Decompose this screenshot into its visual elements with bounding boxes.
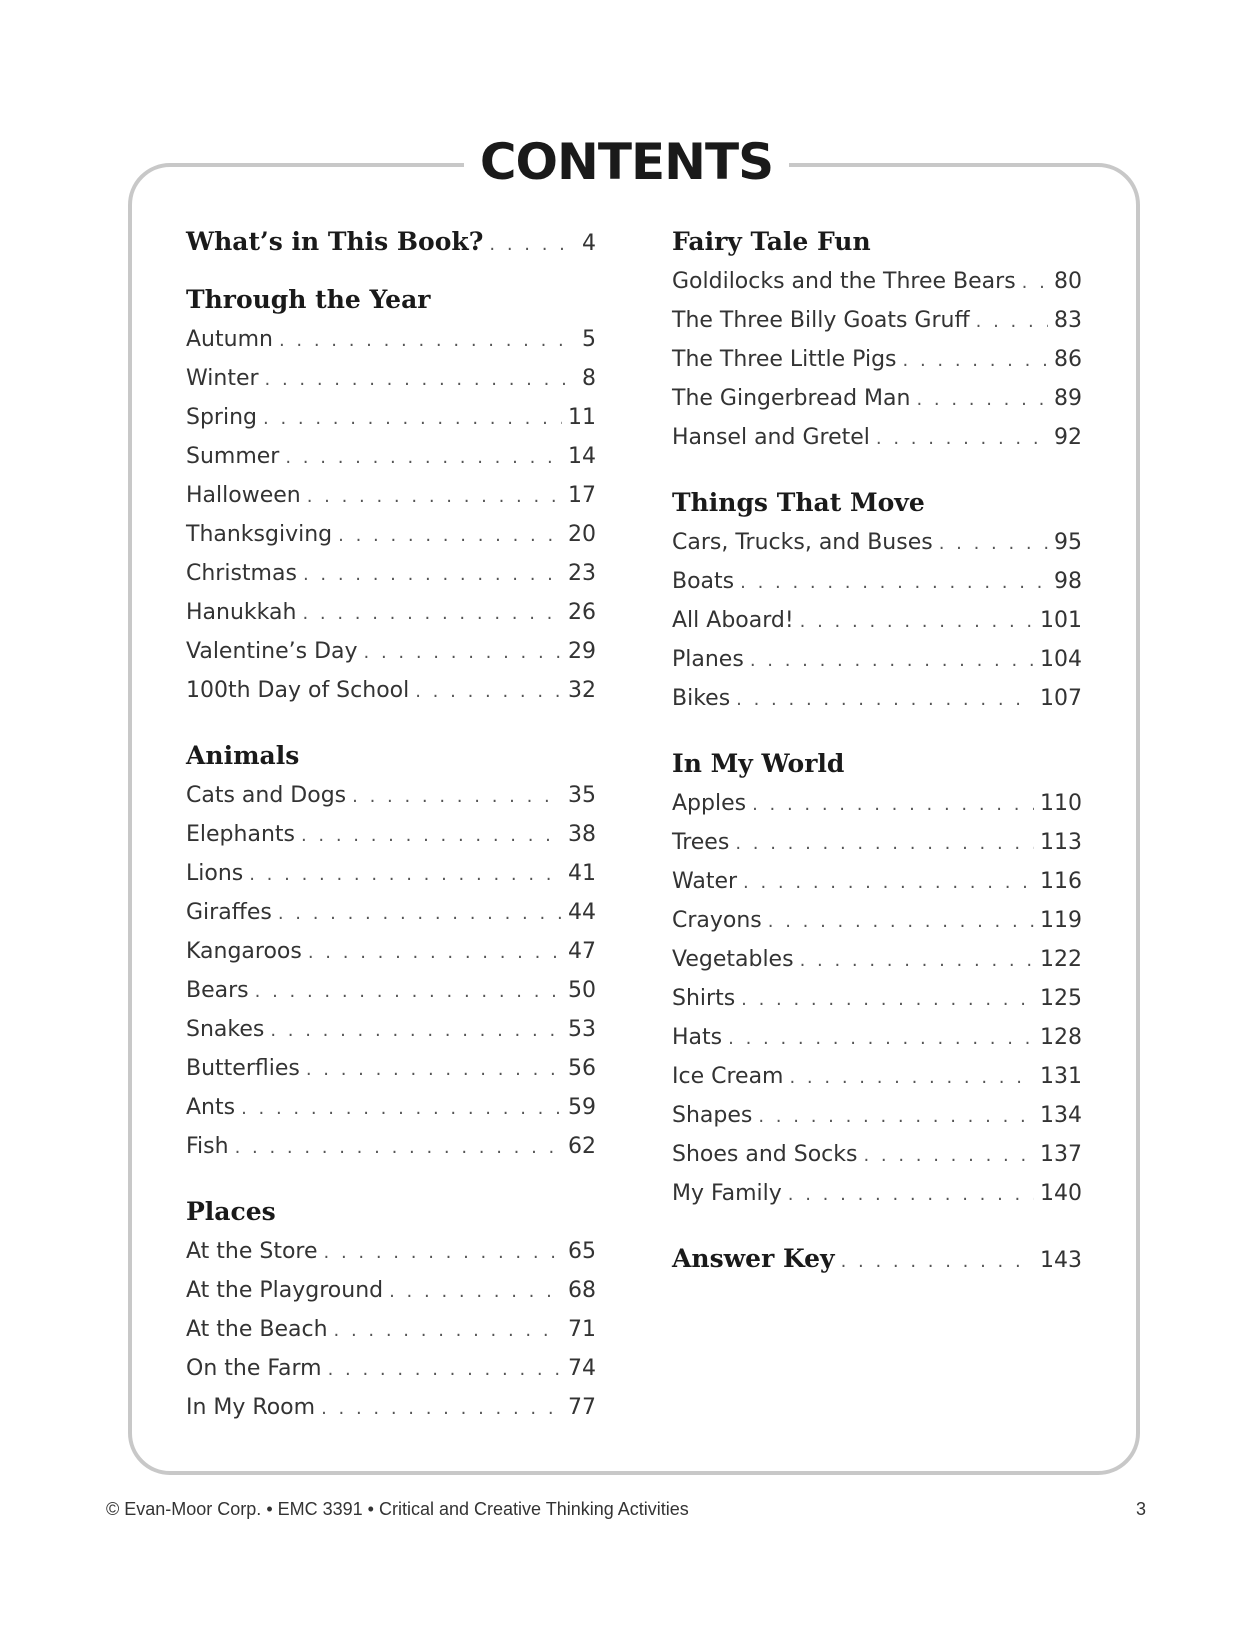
toc-entry-page: 11 [568,405,596,430]
toc-entry[interactable] [672,1135,1082,1174]
toc-entry-page: 26 [568,600,596,625]
leader-dots [303,555,562,594]
toc-entry[interactable] [672,901,1082,940]
page-title [0,132,1253,192]
leader-dots [788,1175,1034,1214]
toc-entry-page: 23 [568,561,596,586]
leader-dots [800,941,1034,980]
toc-entry-page: 140 [1040,1181,1082,1206]
toc-entry-label: Halloween [186,483,301,508]
toc-entry-page: 8 [582,366,596,391]
toc-entry-label: Apples [672,791,747,816]
toc-entry-page: 137 [1040,1142,1082,1167]
leader-dots [302,594,562,633]
toc-entry-label: In My Room [186,1395,316,1420]
toc-entry[interactable] [186,1349,596,1388]
section-heading: Animals [186,741,300,770]
leader-dots [263,399,562,438]
section-through-the-year [186,280,596,710]
toc-entry[interactable] [672,979,1082,1018]
toc-entry[interactable] [672,679,1082,718]
toc-entry-label: Trees [672,830,730,855]
toc-entry-page: 119 [1040,908,1082,933]
toc-entry[interactable] [186,1127,596,1166]
toc-entry[interactable] [186,932,596,971]
footer-credit: © Evan-Moor Corp. • EMC 3391 • Critical and Creative Thinking Activities [106,1499,689,1519]
toc-entry[interactable] [186,1232,596,1271]
toc-entry[interactable] [186,1010,596,1049]
leader-dots [324,1233,562,1272]
toc-entry-label: The Three Little Pigs [672,347,897,372]
leader-dots [735,824,1034,863]
toc-entry[interactable] [672,301,1082,340]
toc-entry[interactable] [186,854,596,893]
toc-entry[interactable] [186,554,596,593]
toc-entry-page: 65 [568,1239,596,1264]
toc-entry[interactable] [672,379,1082,418]
toc-entry-label: Winter [186,366,259,391]
leader-dots [752,785,1034,824]
toc-entry-intro[interactable] [186,222,596,262]
leader-dots [241,1089,562,1128]
toc-entry-page: 110 [1040,791,1082,816]
toc-entry-page: 143 [1040,1248,1082,1273]
toc-entry-label: Goldilocks and the Three Bears [672,269,1016,294]
leader-dots [301,816,562,855]
toc-entry[interactable] [186,632,596,671]
toc-entry[interactable] [186,1049,596,1088]
toc-entry-label: Summer [186,444,280,469]
toc-entry-label: Cats and Dogs [186,783,347,808]
leader-dots [270,1011,562,1050]
toc-entry[interactable] [186,437,596,476]
toc-entry-page: 113 [1040,830,1082,855]
toc-entry-page: 44 [568,900,596,925]
toc-entry-page: 20 [568,522,596,547]
toc-entry[interactable] [672,1057,1082,1096]
leader-dots [740,563,1048,602]
leader-dots [800,602,1034,641]
toc-entry-answer-key[interactable] [672,1239,1082,1279]
section-heading: Through the Year [186,285,431,314]
toc-entry-page: 14 [568,444,596,469]
toc-entry-label: At the Store [186,1239,318,1264]
toc-entry[interactable] [672,1174,1082,1213]
leader-dots [285,438,562,477]
toc-entry[interactable] [186,671,596,710]
toc-entry[interactable] [186,593,596,632]
toc-entry-label: Shirts [672,986,736,1011]
toc-entry-label: Boats [672,569,735,594]
leader-dots [1022,263,1048,302]
leader-dots [741,980,1034,1019]
leader-dots [750,641,1034,680]
toc-entry-page: 38 [568,822,596,847]
toc-entry-label: At the Beach [186,1317,328,1342]
right-column [672,222,1082,1279]
toc-entry-label: The Gingerbread Man [672,386,911,411]
leader-dots [939,524,1048,563]
toc-entry[interactable] [672,784,1082,823]
toc-entry-label: Snakes [186,1017,265,1042]
toc-entry[interactable] [672,601,1082,640]
toc-entry-page: 41 [568,861,596,886]
toc-entry[interactable] [186,971,596,1010]
toc-entry-label: Autumn [186,327,273,352]
leader-dots [728,1019,1034,1058]
leader-dots [279,321,566,360]
section-heading: Fairy Tale Fun [672,227,871,256]
leader-dots [278,894,562,933]
toc-entry-label: Hats [672,1025,723,1050]
leader-dots [364,633,562,672]
leader-dots [321,1389,562,1428]
toc-entry[interactable] [186,893,596,932]
toc-entry-label: Ants [186,1095,236,1120]
toc-entry-page: 53 [568,1017,596,1042]
leader-dots [841,1242,1034,1282]
toc-entry-page: 95 [1054,530,1082,555]
toc-entry-label: My Family [672,1181,782,1206]
toc-entry-page: 74 [568,1356,596,1381]
leader-dots [235,1128,562,1167]
leader-dots [334,1311,562,1350]
toc-entry[interactable] [186,1388,596,1427]
left-column [186,222,596,1427]
section-things-that-move [672,483,1082,718]
toc-entry-label: On the Farm [186,1356,322,1381]
toc-entry-page: 68 [568,1278,596,1303]
toc-entry[interactable] [672,340,1082,379]
toc-entry-page: 122 [1040,947,1082,972]
toc-entry-page: 86 [1054,347,1082,372]
toc-entry-label: Shoes and Socks [672,1142,858,1167]
leader-dots [249,855,562,894]
toc-entry-label: Christmas [186,561,297,586]
leader-dots [789,1058,1034,1097]
leader-dots [876,419,1048,458]
toc-entry-page: 4 [582,231,596,256]
toc-entry-label: Bikes [672,686,731,711]
toc-entry[interactable] [672,940,1082,979]
toc-entry[interactable] [672,823,1082,862]
toc-entry-page: 92 [1054,425,1082,450]
leader-dots [338,516,562,555]
toc-entry-label: Hanukkah [186,600,297,625]
leader-dots [758,1097,1034,1136]
toc-entry-page: 59 [568,1095,596,1120]
footer-page-number: 3 [1135,1499,1146,1519]
section-heading: In My World [672,749,845,778]
toc-entry-page: 128 [1040,1025,1082,1050]
toc-entry[interactable] [186,320,596,359]
toc-entry[interactable] [186,398,596,437]
toc-entry-label: Fish [186,1134,229,1159]
toc-entry-label: Kangaroos [186,939,302,964]
toc-entry-page: 89 [1054,386,1082,411]
leader-dots [903,341,1048,380]
toc-entry[interactable] [186,815,596,854]
leader-dots [308,933,562,972]
leader-dots [389,1272,562,1311]
toc-entry-page: 50 [568,978,596,1003]
section-heading: Places [186,1197,276,1226]
toc-entry[interactable] [672,418,1082,457]
leader-dots [352,777,562,816]
toc-entry-page: 62 [568,1134,596,1159]
toc-entry-label: Shapes [672,1103,753,1128]
leader-dots [265,360,566,399]
toc-entry[interactable] [186,515,596,554]
toc-entry-label: What’s in This Book? [186,227,484,256]
leader-dots [863,1136,1034,1175]
toc-entry-label: All Aboard! [672,608,794,633]
toc-entry[interactable] [186,1310,596,1349]
toc-entry-label: Spring [186,405,257,430]
page-footer [106,1499,1146,1523]
toc-entry-label: Answer Key [672,1244,835,1273]
leader-dots [307,477,562,516]
toc-entry-label: Thanksgiving [186,522,333,547]
toc-entry-page: 17 [568,483,596,508]
toc-entry-page: 77 [568,1395,596,1420]
section-heading: Things That Move [672,488,925,517]
leader-dots [489,225,566,265]
toc-entry-page: 5 [582,327,596,352]
toc-entry[interactable] [186,1271,596,1310]
toc-entry-label: Planes [672,647,744,672]
toc-entry[interactable] [672,523,1082,562]
toc-entry-page: 107 [1040,686,1082,711]
section-fairy-tale-fun [672,222,1082,457]
leader-dots [306,1050,562,1089]
toc-entry-page: 98 [1054,569,1082,594]
toc-entry-page: 29 [568,639,596,664]
toc-entry-label: Elephants [186,822,295,847]
page-title-text: CONTENTS [464,133,789,191]
toc-entry-label: The Three Billy Goats Gruff [672,308,970,333]
section-in-my-world [672,744,1082,1213]
toc-entry[interactable] [672,262,1082,301]
toc-entry-label: Water [672,869,738,894]
toc-entry[interactable] [186,1088,596,1127]
toc-entry[interactable] [186,476,596,515]
toc-entry[interactable] [672,862,1082,901]
toc-entry-label: 100th Day of School [186,678,410,703]
leader-dots [415,672,562,711]
toc-entry-label: Giraffes [186,900,272,925]
toc-entry-label: Cars, Trucks, and Buses [672,530,933,555]
toc-entry-page: 131 [1040,1064,1082,1089]
leader-dots [768,902,1034,941]
toc-entry-page: 56 [568,1056,596,1081]
leader-dots [736,680,1034,719]
toc-entry[interactable] [672,1096,1082,1135]
toc-entry-label: Crayons [672,908,762,933]
toc-entry-page: 134 [1040,1103,1082,1128]
toc-entry[interactable] [186,359,596,398]
toc-entry-page: 125 [1040,986,1082,1011]
toc-entry-page: 35 [568,783,596,808]
toc-entry-label: Lions [186,861,244,886]
toc-entry-page: 104 [1040,647,1082,672]
toc-entry-label: At the Playground [186,1278,384,1303]
leader-dots [743,863,1034,902]
leader-dots [328,1350,562,1389]
leader-dots [255,972,562,1011]
leader-dots [976,302,1048,341]
toc-entry-page: 83 [1054,308,1082,333]
toc-entry-page: 116 [1040,869,1082,894]
leader-dots [916,380,1048,419]
toc-entry[interactable] [672,1018,1082,1057]
toc-entry[interactable] [186,776,596,815]
toc-entry-page: 47 [568,939,596,964]
toc-entry[interactable] [672,562,1082,601]
toc-entry-label: Valentine’s Day [186,639,358,664]
toc-entry-label: Butterflies [186,1056,300,1081]
toc-entry-page: 71 [568,1317,596,1342]
section-places [186,1192,596,1427]
toc-entry-page: 32 [568,678,596,703]
toc-entry-label: Hansel and Gretel [672,425,870,450]
toc-entry-page: 101 [1040,608,1082,633]
toc-entry-label: Bears [186,978,249,1003]
toc-entry-label: Ice Cream [672,1064,784,1089]
toc-entry-label: Vegetables [672,947,794,972]
section-animals [186,736,596,1166]
toc-entry-page: 80 [1054,269,1082,294]
toc-entry[interactable] [672,640,1082,679]
